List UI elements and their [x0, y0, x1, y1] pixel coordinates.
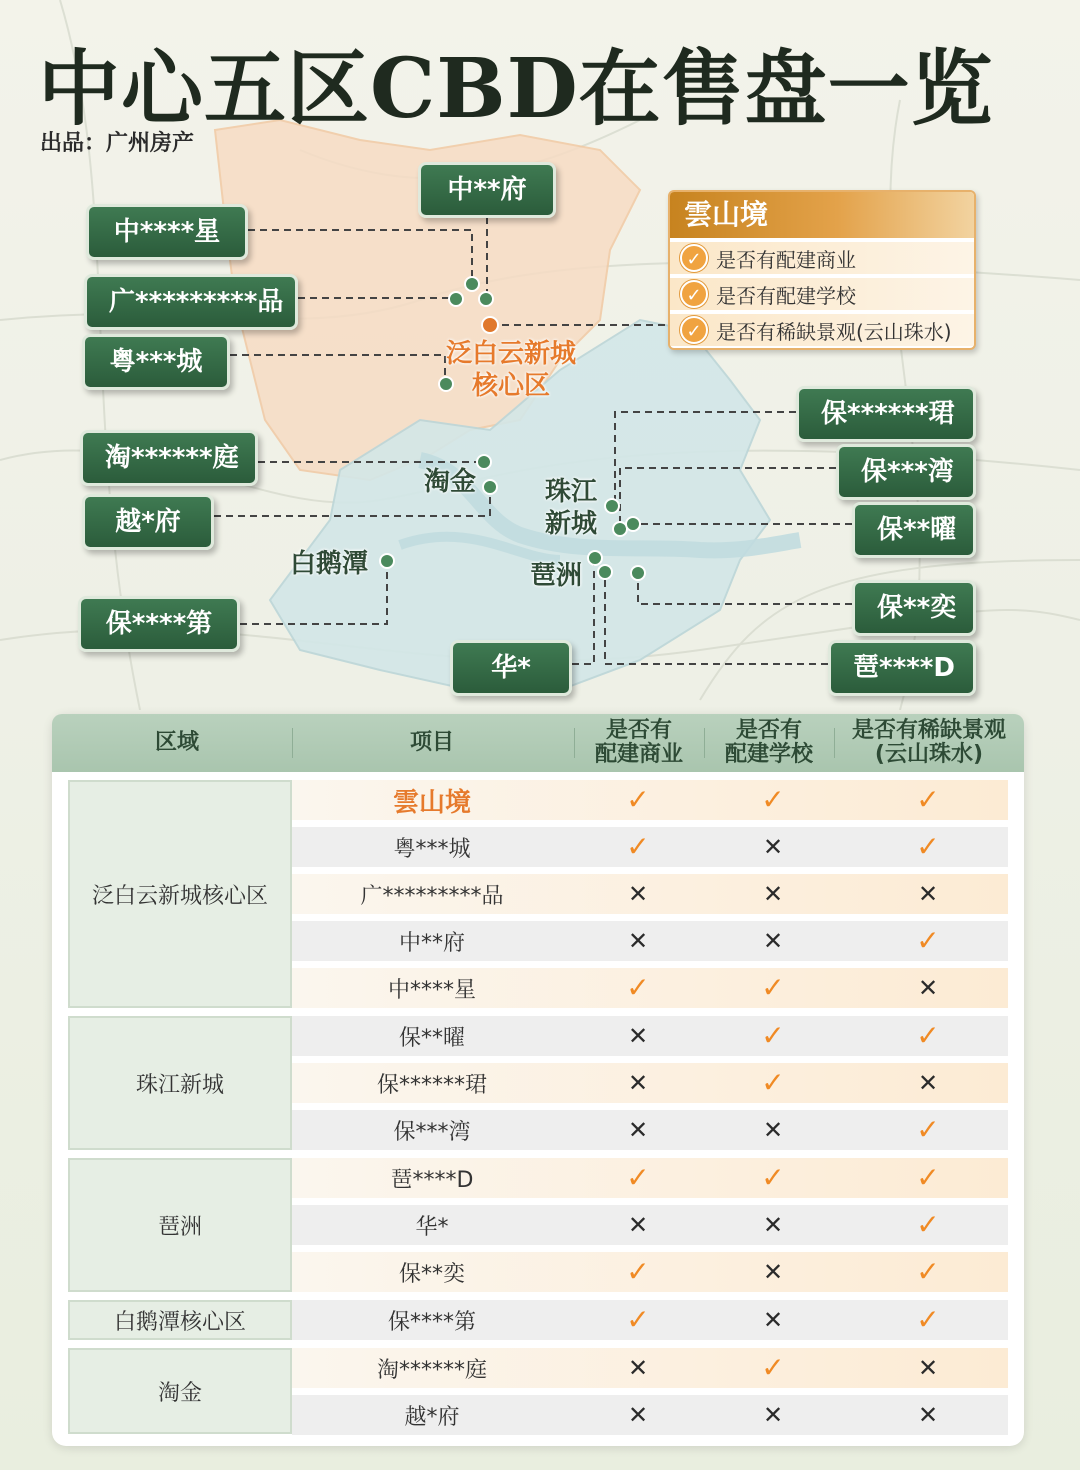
area-label-baiyun-core: 泛白云新城 核心区 [446, 339, 577, 401]
cross-icon: ✕ [762, 927, 784, 955]
region-cell-taojin: 淘金 [68, 1348, 292, 1434]
table-row [292, 1395, 1008, 1435]
pin-hua[interactable]: 华* [450, 640, 572, 696]
check-icon: ✓ [761, 1161, 785, 1194]
check-icon: ✓ [626, 1161, 650, 1194]
project-name-cell: 淘******庭 [376, 1357, 487, 1383]
table-row [292, 1063, 1008, 1103]
cross-icon: ✕ [627, 1022, 649, 1050]
table-row [292, 874, 1008, 914]
area-label-zhujiang: 珠江 新城 [545, 477, 598, 539]
cross-icon: ✕ [627, 1069, 649, 1097]
table-row [292, 1300, 1008, 1340]
area-label-pazhou: 琶洲 [530, 561, 583, 591]
project-name-cell: 雲山境 [392, 787, 471, 818]
card-item-label: 是否有配建商业 [716, 247, 856, 272]
check-icon: ✓ [916, 830, 940, 863]
project-name-cell: 越*府 [404, 1404, 460, 1430]
check-circle-icon: ✓ [680, 244, 708, 272]
cross-icon: ✕ [917, 880, 939, 908]
cross-icon: ✕ [627, 1401, 649, 1429]
yunshanjing-card[interactable] [668, 190, 976, 350]
cross-icon: ✕ [917, 1401, 939, 1429]
table-row [292, 968, 1008, 1008]
check-icon: ✓ [916, 924, 940, 957]
check-icon: ✓ [916, 1208, 940, 1241]
header-commerce: 是否有 配建商业 [594, 718, 683, 767]
header-project: 项目 [409, 730, 454, 755]
pin-guang-pin[interactable]: 广*********品 [84, 274, 298, 330]
table-row [292, 1205, 1008, 1245]
region-cell-baiyun: 泛白云新城核心区 [68, 780, 292, 1008]
comparison-table [52, 714, 1024, 1446]
page-title: 中心五区CBD在售盘一览 [38, 41, 994, 137]
project-name-cell: 粤***城 [393, 836, 471, 862]
check-icon: ✓ [916, 783, 940, 816]
pin-bao-di[interactable]: 保****第 [78, 596, 240, 652]
table-row [292, 921, 1008, 961]
cross-icon: ✕ [627, 1116, 649, 1144]
cross-icon: ✕ [627, 1354, 649, 1382]
card-item [670, 242, 974, 274]
check-icon: ✓ [626, 783, 650, 816]
cross-icon: ✕ [762, 833, 784, 861]
check-icon: ✓ [626, 1255, 650, 1288]
pin-yue-fu[interactable]: 越*府 [82, 494, 214, 550]
pin-zhong-fu[interactable]: 中**府 [418, 162, 556, 218]
check-circle-icon: ✓ [680, 316, 708, 344]
card-item-label: 是否有稀缺景观(云山珠水) [716, 319, 952, 344]
check-icon: ✓ [761, 971, 785, 1004]
check-icon: ✓ [916, 1161, 940, 1194]
region-cell-pazhou: 琶洲 [68, 1158, 292, 1292]
cross-icon: ✕ [762, 1116, 784, 1144]
card-item [670, 314, 974, 346]
check-icon: ✓ [761, 1351, 785, 1384]
project-name-cell: 保**曜 [398, 1025, 465, 1051]
cross-icon: ✕ [917, 1354, 939, 1382]
project-name-cell: 中**府 [398, 930, 465, 956]
pin-pi-d[interactable]: 琶****D [828, 640, 976, 696]
pin-tao-ting[interactable]: 淘******庭 [80, 430, 258, 486]
table-row [292, 827, 1008, 867]
card-item-label: 是否有配建学校 [716, 283, 856, 308]
project-name-cell: 琶****D [390, 1167, 474, 1193]
cross-icon: ✕ [762, 1306, 784, 1334]
cross-icon: ✕ [627, 927, 649, 955]
header-view: 是否有稀缺景观 (云山珠水) [851, 718, 1006, 767]
cross-icon: ✕ [627, 880, 649, 908]
highlight-project-dot [482, 317, 498, 333]
project-name-cell: 保****第 [387, 1309, 476, 1335]
pin-bao-yao[interactable]: 保**曜 [852, 502, 976, 558]
project-name-cell: 保******珺 [376, 1072, 487, 1098]
region-cell-baietan: 白鹅潭核心区 [68, 1300, 292, 1340]
cross-icon: ✕ [627, 1211, 649, 1239]
project-name-cell: 保**奕 [398, 1261, 465, 1287]
table-row [292, 1252, 1008, 1292]
project-name-cell: 中****星 [387, 977, 476, 1003]
table-row [292, 1110, 1008, 1150]
pin-yue-cheng[interactable]: 粤***城 [82, 334, 230, 390]
region-cell-zhujiang: 珠江新城 [68, 1016, 292, 1150]
table-row [292, 1348, 1008, 1388]
check-icon: ✓ [916, 1303, 940, 1336]
cross-icon: ✕ [762, 1401, 784, 1429]
area-label-baietan: 白鹅潭 [290, 549, 369, 579]
pin-zhong-xing[interactable]: 中****星 [86, 204, 248, 260]
project-name-cell: 华* [415, 1214, 449, 1240]
pin-bao-jun[interactable]: 保******珺 [796, 386, 976, 442]
check-icon: ✓ [916, 1255, 940, 1288]
cross-icon: ✕ [762, 880, 784, 908]
table-row [292, 1158, 1008, 1198]
pin-bao-yi[interactable]: 保**奕 [852, 580, 976, 636]
cross-icon: ✕ [917, 974, 939, 1002]
check-icon: ✓ [761, 783, 785, 816]
card-item [670, 278, 974, 310]
page-subtitle: 出品：广州房产 [40, 130, 195, 156]
area-label-taojin: 淘金 [424, 467, 477, 497]
check-icon: ✓ [626, 830, 650, 863]
cross-icon: ✕ [762, 1211, 784, 1239]
project-name-cell: 保***湾 [393, 1119, 471, 1145]
card-title: 雲山境 [670, 192, 974, 238]
header-school: 是否有 配建学校 [724, 718, 813, 767]
cross-icon: ✕ [917, 1069, 939, 1097]
project-name-cell: 广*********品 [360, 883, 504, 909]
check-circle-icon: ✓ [680, 280, 708, 308]
pin-bao-wan[interactable]: 保***湾 [836, 444, 976, 500]
table-row [292, 1016, 1008, 1056]
check-icon: ✓ [761, 1066, 785, 1099]
check-icon: ✓ [626, 971, 650, 1004]
check-icon: ✓ [626, 1303, 650, 1336]
table-header [52, 714, 1024, 772]
header-region: 区域 [154, 730, 199, 755]
cross-icon: ✕ [762, 1258, 784, 1286]
table-row [292, 780, 1008, 820]
check-icon: ✓ [916, 1019, 940, 1052]
check-icon: ✓ [761, 1019, 785, 1052]
check-icon: ✓ [916, 1113, 940, 1146]
